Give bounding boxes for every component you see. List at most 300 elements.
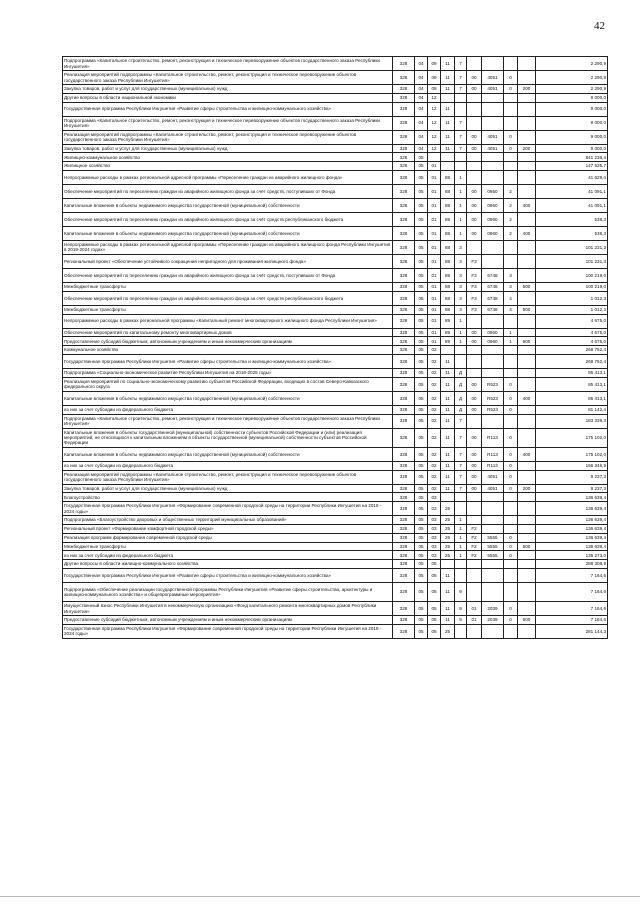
program-code-cell: 25	[441, 516, 455, 525]
direction-sub-code-cell	[504, 162, 518, 171]
table-row	[63, 533, 608, 542]
amount-cell: 8 237,3	[536, 470, 608, 484]
main-event-code-cell: 00	[467, 391, 482, 405]
ministry-code-cell: 328	[393, 291, 415, 305]
subprogram-code-cell: 1	[455, 328, 467, 337]
name-cell: Государственная программа Республики Ингушетия «Формирование современной городской среды на территории Республики Ингушетия на 2018 - 2024 годы»	[63, 502, 393, 516]
direction-code-cell	[482, 568, 504, 582]
program-code-cell: 11	[441, 144, 455, 153]
direction-sub-code-cell: 1	[504, 328, 518, 337]
amount-cell: 135 273,0	[536, 551, 608, 560]
direction-code-cell: 5555	[482, 533, 504, 542]
ministry-code-cell: 328	[393, 282, 415, 291]
section-code-cell: 05	[415, 377, 428, 391]
direction-code-cell: 4051	[482, 130, 504, 144]
section-code-cell: 05	[415, 461, 428, 470]
name-cell: Капитальные вложения в объекты недвижимого имущества государственной (муниципальной) собственности	[63, 391, 393, 405]
expense-type-cell	[518, 328, 536, 337]
program-code-cell: 25	[441, 624, 455, 638]
table-row	[63, 328, 608, 337]
direction-sub-code-cell: 0	[504, 470, 518, 484]
subprogram-code-cell	[455, 346, 467, 355]
amount-cell: 8 237,3	[536, 484, 608, 493]
table-row	[63, 116, 608, 130]
section-code-cell: 05	[415, 226, 428, 240]
subsection-code-cell: 01	[428, 314, 441, 328]
ministry-code-cell: 328	[393, 93, 415, 102]
section-code-cell: 05	[415, 153, 428, 162]
expense-type-cell	[518, 524, 536, 533]
subsection-code-cell: 05	[428, 624, 441, 638]
name-cell: Непрограммные расходы в рамках региональной программы «Капитальный ремонт многоквартирного жилищного фонда Республики Ингушетия»	[63, 314, 393, 328]
expense-type-cell	[518, 162, 536, 171]
direction-code-cell	[482, 162, 504, 171]
direction-sub-code-cell: 2	[504, 212, 518, 226]
section-code-cell: 04	[415, 116, 428, 130]
amount-cell: 4 675,0	[536, 314, 608, 328]
amount-cell: 85 413,1	[536, 368, 608, 377]
program-code-cell	[441, 560, 455, 569]
name-cell: Капитальные вложения в объекты недвижимого имущества государственной (муниципальной) собственности	[63, 198, 393, 212]
ministry-code-cell: 328	[393, 502, 415, 516]
direction-code-cell	[482, 354, 504, 368]
section-code-cell: 05	[415, 240, 428, 254]
amount-cell: 538,3	[536, 212, 608, 226]
subsection-code-cell: 02	[428, 470, 441, 484]
table-row	[63, 212, 608, 226]
subsection-code-cell: 03	[428, 516, 441, 525]
table-row	[63, 314, 608, 328]
section-code-cell: 05	[415, 405, 428, 414]
direction-code-cell	[482, 346, 504, 355]
amount-cell: 9 000,0	[536, 93, 608, 102]
direction-sub-code-cell	[504, 102, 518, 116]
amount-cell: 100 219,0	[536, 268, 608, 282]
name-cell: Реализация мероприятий подпрограммы «Капитальное строительство, ремонт, реконструкция и техническое перевооружение объектов государственного заказа Республики Ингушетия»	[63, 71, 393, 85]
ministry-code-cell: 328	[393, 516, 415, 525]
section-code-cell: 04	[415, 102, 428, 116]
direction-sub-code-cell	[504, 624, 518, 638]
amount-cell: 1 012,3	[536, 305, 608, 314]
table-row	[63, 551, 608, 560]
amount-cell: 9 000,0	[536, 130, 608, 144]
ministry-code-cell: 328	[393, 533, 415, 542]
expense-type-cell	[518, 102, 536, 116]
table-row	[63, 337, 608, 346]
subprogram-code-cell: 3	[455, 291, 467, 305]
table-row	[63, 170, 608, 184]
section-code-cell: 05	[415, 162, 428, 171]
program-code-cell: 11	[441, 568, 455, 582]
main-event-code-cell: 01	[467, 616, 482, 625]
main-event-code-cell	[467, 102, 482, 116]
ministry-code-cell: 328	[393, 314, 415, 328]
direction-sub-code-cell: 0	[504, 461, 518, 470]
subprogram-code-cell: 7	[455, 428, 467, 447]
main-event-code-cell	[467, 368, 482, 377]
program-code-cell	[441, 153, 455, 162]
direction-code-cell: 2039	[482, 602, 504, 616]
name-cell: Государственная программа Республики Ингушетия «Развитие сферы строительства и жилищно-коммунального хозяйства»	[63, 568, 393, 582]
subprogram-code-cell: 1	[455, 533, 467, 542]
table-row	[63, 184, 608, 198]
main-event-code-cell: F3	[467, 291, 482, 305]
name-cell: Капитальные вложения в объекты недвижимого имущества государственной (муниципальной) собственности	[63, 226, 393, 240]
budget-table	[62, 56, 608, 639]
name-cell: Государственная программа Республики Ингушетия «Развитие сферы строительства и жилищно-коммунального хозяйства»	[63, 354, 393, 368]
main-event-code-cell: F2	[467, 533, 482, 542]
name-cell: Непрограммные расходы в рамках региональной адресной программы «Переселение граждан из аварийного жилищного фонда»	[63, 170, 393, 184]
subprogram-code-cell: 7	[455, 116, 467, 130]
amount-cell: 136 639,4	[536, 493, 608, 502]
program-code-cell: 88	[441, 170, 455, 184]
direction-sub-code-cell: 0	[504, 85, 518, 94]
direction-code-cell: 4051	[482, 71, 504, 85]
main-event-code-cell: F2	[467, 551, 482, 560]
subprogram-code-cell: 1	[455, 524, 467, 533]
subsection-code-cell: 02	[428, 484, 441, 493]
main-event-code-cell	[467, 314, 482, 328]
expense-type-cell: 400	[518, 198, 536, 212]
direction-sub-code-cell	[504, 346, 518, 355]
subprogram-code-cell: Д	[455, 377, 467, 391]
main-event-code-cell	[467, 240, 482, 254]
expense-type-cell: 500	[518, 542, 536, 551]
main-event-code-cell: 00	[467, 144, 482, 153]
subprogram-code-cell: 7	[455, 470, 467, 484]
program-code-cell: 11	[441, 602, 455, 616]
subprogram-code-cell: 1	[455, 314, 467, 328]
table-row	[63, 502, 608, 516]
subsection-code-cell: 01	[428, 282, 441, 291]
section-code-cell: 05	[415, 542, 428, 551]
program-code-cell: 11	[441, 377, 455, 391]
subsection-code-cell: 03	[428, 493, 441, 502]
amount-cell: 7 164,6	[536, 568, 608, 582]
expense-type-cell	[518, 93, 536, 102]
direction-code-cell: 0960	[482, 328, 504, 337]
name-cell: Государственная программа Республики Ингушетия «Развитие сферы строительства и жилищно-коммунального хозяйства»	[63, 102, 393, 116]
subsection-code-cell: 01	[428, 268, 441, 282]
amount-cell: 538,3	[536, 226, 608, 240]
program-code-cell: 11	[441, 582, 455, 601]
amount-cell: 841 236,4	[536, 153, 608, 162]
subprogram-code-cell: 3	[455, 254, 467, 268]
program-code-cell	[441, 162, 455, 171]
ministry-code-cell: 328	[393, 144, 415, 153]
section-code-cell: 05	[415, 337, 428, 346]
program-code-cell: 11	[441, 428, 455, 447]
program-code-cell: 88	[441, 305, 455, 314]
table-row	[63, 447, 608, 461]
name-cell: Межбюджетные трансферты	[63, 282, 393, 291]
ministry-code-cell: 328	[393, 568, 415, 582]
table-row	[63, 291, 608, 305]
direction-code-cell	[482, 153, 504, 162]
direction-code-cell	[482, 624, 504, 638]
name-cell: Региональный проект «Формирование комфортной городской среды»	[63, 524, 393, 533]
direction-sub-code-cell	[504, 170, 518, 184]
direction-sub-code-cell	[504, 116, 518, 130]
section-code-cell: 05	[415, 602, 428, 616]
amount-cell: 85 413,1	[536, 377, 608, 391]
amount-cell: 288 308,9	[536, 560, 608, 569]
expense-type-cell	[518, 582, 536, 601]
expense-type-cell	[518, 354, 536, 368]
program-code-cell: 89	[441, 337, 455, 346]
amount-cell: 101 231,3	[536, 240, 608, 254]
direction-sub-code-cell	[504, 93, 518, 102]
main-event-code-cell: 00	[467, 85, 482, 94]
direction-sub-code-cell	[504, 516, 518, 525]
direction-sub-code-cell: 3	[504, 282, 518, 291]
name-cell: Подпрограмма «Социально-экономическое развитие Республики Ингушетия на 2016-2025 годы»	[63, 368, 393, 377]
direction-code-cell	[482, 170, 504, 184]
name-cell: Обеспечение мероприятий по переселению граждан из аварийного жилищного фонда за счёт средств республиканского бюджета	[63, 212, 393, 226]
direction-code-cell: 4051	[482, 144, 504, 153]
name-cell: Обеспечение мероприятий по переселению граждан из аварийного жилищного фонда за счёт средств республиканского бюджета	[63, 291, 393, 305]
main-event-code-cell: F2	[467, 542, 482, 551]
section-code-cell: 05	[415, 346, 428, 355]
subsection-code-cell: 03	[428, 502, 441, 516]
subsection-code-cell: 03	[428, 542, 441, 551]
program-code-cell: 11	[441, 484, 455, 493]
amount-cell: 81 142,4	[536, 405, 608, 414]
table-row	[63, 414, 608, 428]
subsection-code-cell: 01	[428, 184, 441, 198]
subsection-code-cell: 01	[428, 254, 441, 268]
amount-cell: 41 091,1	[536, 184, 608, 198]
subprogram-code-cell	[455, 162, 467, 171]
section-code-cell: 05	[415, 516, 428, 525]
table-row	[63, 162, 608, 171]
direction-code-cell	[482, 57, 504, 71]
table-row	[63, 493, 608, 502]
ministry-code-cell: 328	[393, 582, 415, 601]
section-code-cell: 05	[415, 354, 428, 368]
main-event-code-cell	[467, 624, 482, 638]
subsection-code-cell: 12	[428, 144, 441, 153]
table-row	[63, 368, 608, 377]
subsection-code-cell: 05	[428, 602, 441, 616]
program-code-cell: 11	[441, 102, 455, 116]
table-row	[63, 405, 608, 414]
ministry-code-cell: 328	[393, 624, 415, 638]
subsection-code-cell: 03	[428, 551, 441, 560]
section-code-cell: 05	[415, 184, 428, 198]
subsection-code-cell: 09	[428, 57, 441, 71]
main-event-code-cell: 00	[467, 184, 482, 198]
direction-code-cell	[482, 102, 504, 116]
direction-code-cell: 4051	[482, 85, 504, 94]
direction-sub-code-cell: 0	[504, 616, 518, 625]
name-cell: Закупка товаров, работ и услуг для государственных (муниципальных) нужд	[63, 144, 393, 153]
direction-sub-code-cell: 0	[504, 542, 518, 551]
amount-cell: 9 000,0	[536, 144, 608, 153]
expense-type-cell: 600	[518, 337, 536, 346]
subprogram-code-cell	[455, 493, 467, 502]
subprogram-code-cell: 1	[455, 542, 467, 551]
amount-cell: 7 164,6	[536, 602, 608, 616]
subprogram-code-cell: 7	[455, 447, 467, 461]
direction-sub-code-cell: 0	[504, 447, 518, 461]
ministry-code-cell: 328	[393, 447, 415, 461]
direction-sub-code-cell	[504, 524, 518, 533]
expense-type-cell	[518, 551, 536, 560]
section-code-cell: 05	[415, 616, 428, 625]
table-row	[63, 377, 608, 391]
subsection-code-cell: 01	[428, 291, 441, 305]
ministry-code-cell: 328	[393, 85, 415, 94]
direction-code-cell	[482, 254, 504, 268]
direction-code-cell: R523	[482, 405, 504, 414]
section-code-cell: 05	[415, 551, 428, 560]
amount-cell: 2 290,9	[536, 71, 608, 85]
program-code-cell: 25	[441, 551, 455, 560]
subprogram-code-cell: 7	[455, 71, 467, 85]
subsection-code-cell: 01	[428, 198, 441, 212]
amount-cell: 4 675,0	[536, 337, 608, 346]
main-event-code-cell	[467, 354, 482, 368]
expense-type-cell: 400	[518, 391, 536, 405]
direction-sub-code-cell: 0	[504, 71, 518, 85]
direction-sub-code-cell	[504, 414, 518, 428]
subsection-code-cell: 02	[428, 354, 441, 368]
main-event-code-cell	[467, 414, 482, 428]
direction-sub-code-cell: 0	[504, 405, 518, 414]
program-code-cell: 88	[441, 240, 455, 254]
ministry-code-cell: 328	[393, 542, 415, 551]
ministry-code-cell: 328	[393, 162, 415, 171]
direction-code-cell	[482, 516, 504, 525]
amount-cell: 281 144,3	[536, 624, 608, 638]
program-code-cell	[441, 93, 455, 102]
direction-sub-code-cell	[504, 354, 518, 368]
direction-code-cell: 5555	[482, 542, 504, 551]
subprogram-code-cell: 7	[455, 57, 467, 71]
ministry-code-cell: 328	[393, 102, 415, 116]
program-code-cell: 88	[441, 184, 455, 198]
ministry-code-cell: 328	[393, 354, 415, 368]
section-code-cell: 05	[415, 170, 428, 184]
subprogram-code-cell	[455, 354, 467, 368]
name-cell: Жилищное хозяйство	[63, 162, 393, 171]
table-row	[63, 461, 608, 470]
subsection-code-cell: 01	[428, 328, 441, 337]
name-cell: Обеспечение мероприятий по капитальному ремонту многоквартирных домов	[63, 328, 393, 337]
budget-table-body	[63, 57, 608, 639]
amount-cell: 136 639,4	[536, 516, 608, 525]
name-cell: Межбюджетные трансферты	[63, 305, 393, 314]
program-code-cell: 11	[441, 447, 455, 461]
expense-type-cell: 400	[518, 226, 536, 240]
subsection-code-cell: 05	[428, 568, 441, 582]
table-row	[63, 524, 608, 533]
section-code-cell: 05	[415, 328, 428, 337]
program-code-cell: 11	[441, 130, 455, 144]
program-code-cell: 88	[441, 291, 455, 305]
ministry-code-cell: 328	[393, 71, 415, 85]
amount-cell: 85 413,1	[536, 391, 608, 405]
amount-cell: 166 346,9	[536, 461, 608, 470]
subprogram-code-cell: Д	[455, 391, 467, 405]
expense-type-cell	[518, 470, 536, 484]
page-number: 42	[594, 20, 605, 32]
section-code-cell: 05	[415, 291, 428, 305]
program-code-cell: 88	[441, 268, 455, 282]
subprogram-code-cell: 7	[455, 414, 467, 428]
main-event-code-cell: 00	[467, 428, 482, 447]
direction-code-cell: 0950	[482, 184, 504, 198]
subsection-code-cell: 01	[428, 337, 441, 346]
main-event-code-cell	[467, 93, 482, 102]
name-cell: Капитальные вложения в объекты государственной (муниципальной) собственности субъектов Российской Федерации и (или) реализация мероприятий, не относящихся к капитальным вложениям в объекты государственной (муниципальной) собственности субъектов Российской Федерации	[63, 428, 393, 447]
section-code-cell: 05	[415, 268, 428, 282]
amount-cell: 183 339,3	[536, 414, 608, 428]
main-event-code-cell	[467, 170, 482, 184]
direction-sub-code-cell: 0	[504, 602, 518, 616]
direction-code-cell	[482, 582, 504, 601]
table-row	[63, 542, 608, 551]
expense-type-cell	[518, 533, 536, 542]
ministry-code-cell: 328	[393, 377, 415, 391]
section-code-cell: 04	[415, 93, 428, 102]
expense-type-cell	[518, 71, 536, 85]
amount-cell: 136 639,4	[536, 524, 608, 533]
subsection-code-cell: 02	[428, 428, 441, 447]
section-code-cell: 05	[415, 524, 428, 533]
name-cell: Подпрограмма «Обеспечение реализации государственной программы Республики Ингушетия «Развитие сферы строительства, архитектуры и жилищно-коммунального хозяйства» и общепрограммные мероприятия»	[63, 582, 393, 601]
subprogram-code-cell	[455, 560, 467, 569]
section-code-cell: 05	[415, 212, 428, 226]
direction-code-cell	[482, 116, 504, 130]
ministry-code-cell: 328	[393, 428, 415, 447]
direction-sub-code-cell: 0	[504, 484, 518, 493]
program-code-cell: 11	[441, 470, 455, 484]
direction-code-cell: 6748	[482, 282, 504, 291]
subprogram-code-cell: 3	[455, 282, 467, 291]
table-row	[63, 582, 608, 601]
name-cell: Другие вопросы в области национальной экономики	[63, 93, 393, 102]
expense-type-cell: 500	[518, 305, 536, 314]
expense-type-cell	[518, 368, 536, 377]
subsection-code-cell: 09	[428, 71, 441, 85]
expense-type-cell	[518, 240, 536, 254]
expense-type-cell: 500	[518, 282, 536, 291]
section-code-cell: 04	[415, 144, 428, 153]
program-code-cell: 11	[441, 85, 455, 94]
expense-type-cell	[518, 516, 536, 525]
subprogram-code-cell: 7	[455, 144, 467, 153]
name-cell: Подпрограмма «Капитальное строительство, ремонт, реконструкция и техническое перевооружение объектов государственного заказа Республики Ингушетия»	[63, 414, 393, 428]
subprogram-code-cell: 1	[455, 516, 467, 525]
expense-type-cell	[518, 268, 536, 282]
subsection-code-cell: 02	[428, 368, 441, 377]
amount-cell: 2 290,9	[536, 57, 608, 71]
direction-sub-code-cell	[504, 568, 518, 582]
program-code-cell: 11	[441, 354, 455, 368]
table-row	[63, 391, 608, 405]
direction-code-cell: 0950	[482, 198, 504, 212]
subsection-code-cell: 01	[428, 212, 441, 226]
direction-sub-code-cell	[504, 368, 518, 377]
subsection-code-cell: 05	[428, 616, 441, 625]
amount-cell: 136 639,4	[536, 502, 608, 516]
table-row	[63, 198, 608, 212]
name-cell: Имущественный взнос Республики Ингушетия в некоммерческую организацию «Фонд капитального ремонта многоквартирных домов Республики Ингушетия»	[63, 602, 393, 616]
subsection-code-cell: 02	[428, 405, 441, 414]
name-cell: Жилищно-коммунальное хозяйство	[63, 153, 393, 162]
